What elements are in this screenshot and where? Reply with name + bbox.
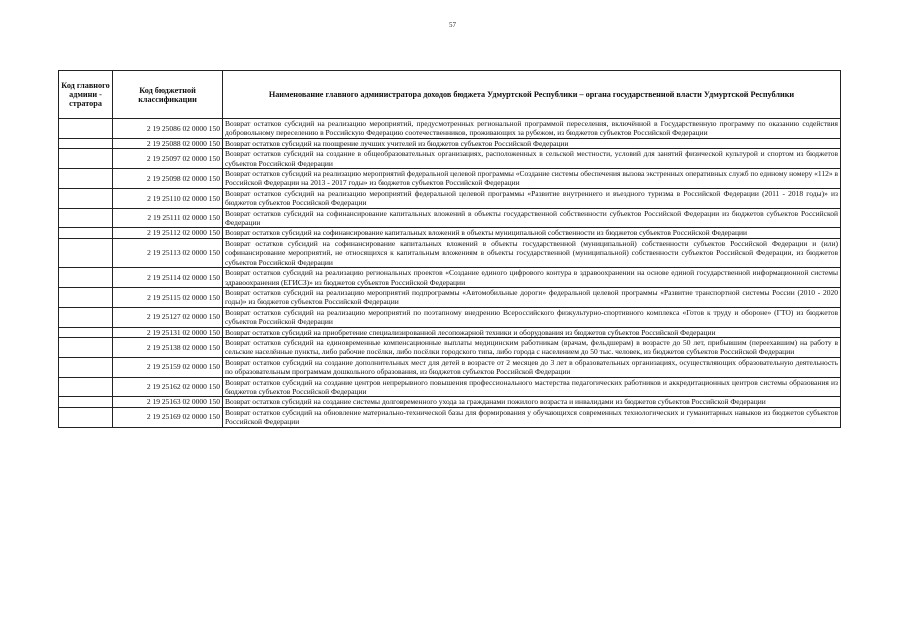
revenue-name-cell: Возврат остатков субсидий на обновление материально-технической базы для формирования у обучающихся современных технологических и гуманитарных навыков из бюджетов субъектов Российской Федерации <box>223 407 841 427</box>
admin-code-cell <box>59 377 113 397</box>
revenue-name-cell: Возврат остатков субсидий на реализацию мероприятий, предусмотренных региональной программой переселения, включённой в Государственную программу по оказанию содействия добровольному переселению в Российскую Федерацию соотечественников, проживающих за рубежом, из бюджетов субъектов Российской Федерации <box>223 119 841 139</box>
admin-code-cell <box>59 188 113 208</box>
revenue-name-cell: Возврат остатков субсидий на приобретение специализированной лесопожарной техники и оборудования из бюджетов субъектов Российской Федерации <box>223 327 841 337</box>
budget-code-cell: 2 19 25097 02 0000 150 <box>113 149 223 169</box>
table-row <box>59 188 841 208</box>
revenue-name-cell: Возврат остатков субсидий на создание в общеобразовательных организациях, расположенных в сельской местности, условий для занятий физической культурой и спортом из бюджетов субъектов Российской Федерации <box>223 149 841 169</box>
revenue-name-cell: Возврат остатков субсидий на софинансирование капитальных вложений в объекты муниципальной собственности из бюджетов субъектов Российской Федерации <box>223 228 841 238</box>
budget-code-cell: 2 19 25159 02 0000 150 <box>113 357 223 377</box>
revenue-name-cell: Возврат остатков субсидий на софинансирование капитальных вложений в объекты государственной собственности субъектов Российской Федерации из бюджетов субъектов Российской Федерации <box>223 208 841 228</box>
admin-code-cell <box>59 327 113 337</box>
admin-code-cell <box>59 208 113 228</box>
table-row <box>59 327 841 337</box>
budget-code-cell: 2 19 25162 02 0000 150 <box>113 377 223 397</box>
header-administrator-name: Наименование главного администратора доходов бюджета Удмуртской Республики – органа государственной власти Удмуртской Республики <box>223 71 841 119</box>
admin-code-cell <box>59 228 113 238</box>
table-row <box>59 208 841 228</box>
table-row <box>59 268 841 288</box>
admin-code-cell <box>59 119 113 139</box>
table-row <box>59 337 841 357</box>
budget-code-cell: 2 19 25114 02 0000 150 <box>113 268 223 288</box>
budget-code-cell: 2 19 25086 02 0000 150 <box>113 119 223 139</box>
admin-code-cell <box>59 138 113 148</box>
budget-code-cell: 2 19 25138 02 0000 150 <box>113 337 223 357</box>
admin-code-cell <box>59 407 113 427</box>
admin-code-cell <box>59 357 113 377</box>
admin-code-cell <box>59 149 113 169</box>
budget-code-cell: 2 19 25163 02 0000 150 <box>113 397 223 407</box>
budget-code-cell: 2 19 25113 02 0000 150 <box>113 238 223 267</box>
budget-code-cell: 2 19 25088 02 0000 150 <box>113 138 223 148</box>
revenue-name-cell: Возврат остатков субсидий на создание системы долговременного ухода за гражданами пожилого возраста и инвалидами из бюджетов субъектов Российской Федерации <box>223 397 841 407</box>
header-budget-code: Код бюджетной классификации <box>113 71 223 119</box>
revenue-name-cell: Возврат остатков субсидий на реализацию мероприятий по поэтапному внедрению Всероссийского физкультурно-спортивного комплекса «Готов к труду и обороне» (ГТО) из бюджетов субъектов Российской Федерации <box>223 307 841 327</box>
budget-code-cell: 2 19 25098 02 0000 150 <box>113 169 223 189</box>
admin-code-cell <box>59 397 113 407</box>
admin-code-cell <box>59 268 113 288</box>
revenue-name-cell: Возврат остатков субсидий на реализацию мероприятий федеральной целевой программы «Создание системы обеспечения вызова экстренных оперативных служб по единому номеру «112» в Российской Федерации на 2013 - 2017 годы» из бюджетов субъектов Российской Федерации <box>223 169 841 189</box>
table-row <box>59 228 841 238</box>
budget-code-cell: 2 19 25127 02 0000 150 <box>113 307 223 327</box>
budget-code-cell: 2 19 25111 02 0000 150 <box>113 208 223 228</box>
admin-code-cell <box>59 238 113 267</box>
admin-code-cell <box>59 169 113 189</box>
revenue-name-cell: Возврат остатков субсидий на создание дополнительных мест для детей в возрасте от 2 месяцев до 3 лет в образовательных организациях, осуществляющих образовательную деятельность по образовательным программам дошкольного образования, из бюджетов субъектов Российской Федерации <box>223 357 841 377</box>
budget-code-cell: 2 19 25131 02 0000 150 <box>113 327 223 337</box>
table-header <box>59 71 841 119</box>
admin-code-cell <box>59 287 113 307</box>
budget-classification-table <box>58 70 841 428</box>
table-row <box>59 169 841 189</box>
table-row <box>59 119 841 139</box>
header-admin-code: Код главного админи - стратора <box>59 71 113 119</box>
revenue-name-cell: Возврат остатков субсидий на реализацию мероприятий подпрограммы «Автомобильные дороги» федеральной целевой программы «Развитие транспортной системы России (2010 - 2020 годы)» из бюджетов субъектов Российской Федерации <box>223 287 841 307</box>
admin-code-cell <box>59 307 113 327</box>
table-row <box>59 397 841 407</box>
revenue-name-cell: Возврат остатков субсидий на софинансирование капитальных вложений в объекты государственной (муниципальной) собственности субъектов Российской Федерации и (или) софинансирование мероприятий, не относящихся к капитальным вложениям в объекты государственной (муниципальной) собственности субъектов Российской Федерации, из бюджетов субъектов Российской Федерации <box>223 238 841 267</box>
revenue-name-cell: Возврат остатков субсидий на реализацию мероприятий федеральной целевой программы «Развитие внутреннего и въездного туризма в Российской Федерации (2011 - 2018 годы)» из бюджетов субъектов Российской Федерации <box>223 188 841 208</box>
revenue-name-cell: Возврат остатков субсидий на поощрение лучших учителей из бюджетов субъектов Российской Федерации <box>223 138 841 148</box>
table-row <box>59 238 841 267</box>
revenue-name-cell: Возврат остатков субсидий на единовременные компенсационные выплаты медицинским работникам (врачам, фельдшерам) в возрасте до 50 лет, прибывшим (переехавшим) на работу в сельские населённые пункты, либо рабочие посёлки, либо посёлки городского типа, либо города с населением до 50 тыс. человек, из бюджетов субъектов Российской Федерации <box>223 337 841 357</box>
budget-code-cell: 2 19 25112 02 0000 150 <box>113 228 223 238</box>
table-row <box>59 357 841 377</box>
budget-code-cell: 2 19 25169 02 0000 150 <box>113 407 223 427</box>
table-row <box>59 287 841 307</box>
page-number: 57 <box>449 21 456 29</box>
table-row <box>59 377 841 397</box>
table-body <box>59 119 841 428</box>
budget-code-cell: 2 19 25110 02 0000 150 <box>113 188 223 208</box>
budget-code-cell: 2 19 25115 02 0000 150 <box>113 287 223 307</box>
table-row <box>59 407 841 427</box>
table-row <box>59 138 841 148</box>
revenue-name-cell: Возврат остатков субсидий на создание центров непрерывного повышения профессионального мастерства педагогических работников и аккредитационных центров системы образования из бюджетов субъектов Российской Федерации <box>223 377 841 397</box>
table-row <box>59 149 841 169</box>
table-row <box>59 307 841 327</box>
admin-code-cell <box>59 337 113 357</box>
header-row <box>59 71 841 119</box>
revenue-name-cell: Возврат остатков субсидий на реализацию региональных проектов «Создание единого цифрового контура в здравоохранении на основе единой государственной информационной системы здравоохранения (ЕГИСЗ)» из бюджетов субъектов Российской Федерации <box>223 268 841 288</box>
